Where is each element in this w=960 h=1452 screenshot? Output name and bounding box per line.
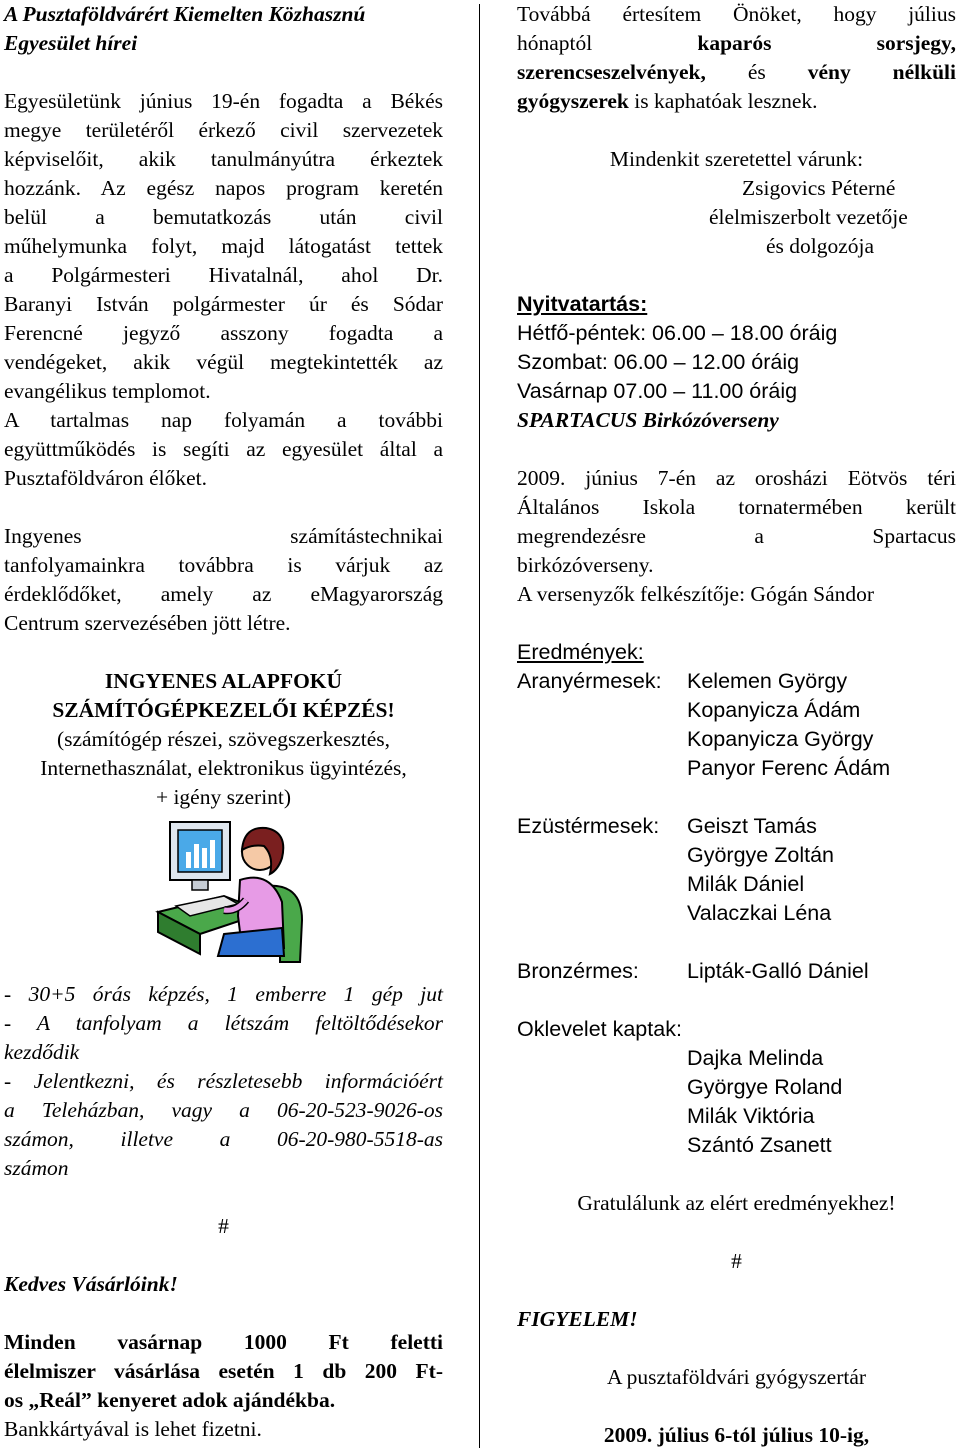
diploma-name: Györgye Roland (687, 1075, 843, 1099)
intro-line (517, 87, 956, 116)
course-detail-line: - 30+5 órás képzés, 1 emberre 1 gép jut (4, 982, 443, 1006)
greeting-heading: Kedves Vásárlóink! (4, 1272, 178, 1296)
para2-line: együttműködés is segíti az egyesület által a (4, 437, 443, 461)
medalist-name: Geiszt Tamás (687, 814, 817, 838)
intro-bold: szerencseszelvények, (517, 60, 706, 84)
course-detail-line: a Teleházban, vagy a 06-20-523-9026-os (4, 1098, 443, 1122)
intro-bold: gyógyszerek (517, 89, 629, 113)
intro-bold: sorsjegy, (876, 31, 956, 55)
para2-line: A tartalmas nap folyamán a további (4, 408, 443, 432)
para1-line: Egyesületünk június 19-én fogadta a Békés (4, 89, 443, 113)
para1-line: megye területéről érkező civil szervezetek (4, 118, 443, 142)
intro-bold: kaparós (697, 31, 772, 55)
section-separator: # (218, 1214, 229, 1238)
offer-line: élelmiszer vásárlása esetén 1 db 200 Ft- (4, 1359, 443, 1383)
right-column (517, 0, 956, 1450)
article-heading-line2: Egyesület hírei (4, 31, 138, 55)
event-title: SPARTACUS Birkózóverseny (517, 408, 779, 432)
para1-line: evangélikus templomot. (4, 379, 211, 403)
signer-title: élelmiszerbolt vezetője (709, 205, 908, 229)
para1-line: belül a bemutatkozás után civil (4, 205, 443, 229)
silver-label: Ezüstérmesek: (517, 814, 660, 838)
course-detail-line: számon, illetve a 06-20-980-5518-as (4, 1127, 443, 1151)
para3-line: tanfolyamainkra továbbra is várjuk az (4, 553, 443, 577)
intro-text: is kaphatóak lesznek. (628, 89, 818, 113)
course-detail-line: kezdődik (4, 1040, 80, 1064)
medalist-name: Kopanyicza Ádám (687, 698, 861, 722)
diploma-label: Oklevelet kaptak: (517, 1017, 682, 1041)
para1-line: műhelymunka folyt, majd látogatást tettek (4, 234, 443, 258)
diploma-name: Milák Viktória (687, 1104, 815, 1128)
para1-line: Baranyi István polgármester úr és Sódar (4, 292, 443, 316)
intro-line (517, 58, 956, 87)
medalist-name: Panyor Ferenc Ádám (687, 756, 891, 780)
article-heading: A Pusztaföldvárért Kiemelten Közhasznú (4, 2, 366, 26)
para3-line: érdeklődőket, amely az eMagyarország (4, 582, 443, 606)
course-detail-line: számon (4, 1156, 69, 1180)
medalist-name: Kelemen György (687, 669, 848, 693)
para1-line: Ferencné jegyző asszony fogadta a (4, 321, 443, 345)
diploma-name: Dajka Melinda (687, 1046, 824, 1070)
opening-hours-line: Szombat: 06.00 – 12.00 óráig (517, 350, 800, 374)
diploma-name: Szántó Zsanett (687, 1133, 832, 1157)
attention-heading: FIGYELEM! (517, 1307, 638, 1331)
para3-line: Centrum szervezésében jött létre. (4, 611, 291, 635)
pharmacy-line: A pusztaföldvári gyógyszertár (606, 1365, 867, 1389)
opening-hours-line: Vasárnap 07.00 – 11.00 óráig (517, 379, 798, 403)
signer-name: Zsigovics Péterné (742, 176, 896, 200)
congratulations-line: Gratulálunk az elért eredményekhez! (577, 1191, 896, 1215)
para2-line: Pusztaföldváron élőket. (4, 466, 208, 490)
section-separator: # (731, 1249, 742, 1273)
intro-text: hónaptól (517, 31, 593, 55)
silver-medalists (517, 812, 956, 928)
offer-line: os „Reál” kenyeret adok ajándékba. (4, 1388, 336, 1412)
course-title-line2: SZÁMÍTÓGÉPKEZELŐI KÉPZÉS! (52, 698, 395, 722)
pharmacy-dates: 2009. július 6-tól július 10-ig, (603, 1423, 870, 1447)
medalist-name: Kopanyicza György (687, 727, 874, 751)
opening-hours-title: Nyitvatartás: (517, 292, 648, 316)
event-line: birkózóverseny. (517, 553, 654, 577)
para1-line: a Polgármesteri Hivatalnál, ahol Dr. (4, 263, 443, 287)
para1-line: vendégeket, akik végül megtekintették az (4, 350, 443, 374)
medalist-name: Valaczkai Léna (687, 901, 832, 925)
para3-line: Ingyenes számítástechnikai (4, 524, 443, 548)
gold-label: Aranyérmesek: (517, 669, 662, 693)
event-line: 2009. június 7-én az orosházi Eötvös téri (517, 466, 956, 490)
bronze-medalists (517, 957, 956, 986)
card-payment-note: Bankkártyával is lehet fizetni. (4, 1417, 262, 1441)
column-divider (479, 4, 480, 1448)
course-description: + igény szerint) (155, 785, 292, 809)
course-description: (számítógép részei, szövegszerkesztés, (56, 727, 391, 751)
event-line: Általános Iskola tornatermében került (517, 495, 956, 519)
para1-line: hozzánk. Az egész napos program keretén (4, 176, 443, 200)
diploma-recipients (517, 1044, 956, 1160)
opening-hours-line: Hétfő-péntek: 06.00 – 18.00 óráig (517, 321, 838, 345)
event-line: megrendezésre a Spartacus (517, 524, 956, 548)
welcome-line: Mindenkit szeretettel várunk: (609, 147, 864, 171)
course-detail-line: - A tanfolyam a létszám feltöltődésekor (4, 1011, 443, 1035)
bronze-label: Bronzérmes: (517, 959, 639, 983)
offer-line: Minden vasárnap 1000 Ft feletti (4, 1330, 443, 1354)
computer-user-illustration (154, 816, 309, 966)
results-title: Eredmények: (517, 640, 644, 664)
gold-medalists (517, 667, 956, 783)
course-detail-line: - Jelentkezni, és részletesebb információért (4, 1069, 443, 1093)
signer-staff: és dolgozója (766, 234, 875, 258)
course-description: Internethasználat, elektronikus ügyintézés, (40, 756, 407, 780)
intro-bold: vény nélküli (807, 60, 956, 84)
intro-text: és (747, 60, 766, 84)
medalist-name: Györgye Zoltán (687, 843, 834, 867)
intro-line (517, 29, 956, 58)
para1-line: képviselőit, akik tanulmányútra érkeztek (4, 147, 443, 171)
left-column (4, 0, 443, 1444)
coach-line: A versenyzők felkészítője: Gógán Sándor (517, 582, 875, 606)
medalist-name: Lipták-Galló Dániel (687, 959, 869, 983)
medalist-name: Milák Dániel (687, 872, 805, 896)
course-title: INGYENES ALAPFOKÚ (104, 669, 343, 693)
intro-line: Továbbá értesítem Önöket, hogy július (517, 2, 956, 26)
